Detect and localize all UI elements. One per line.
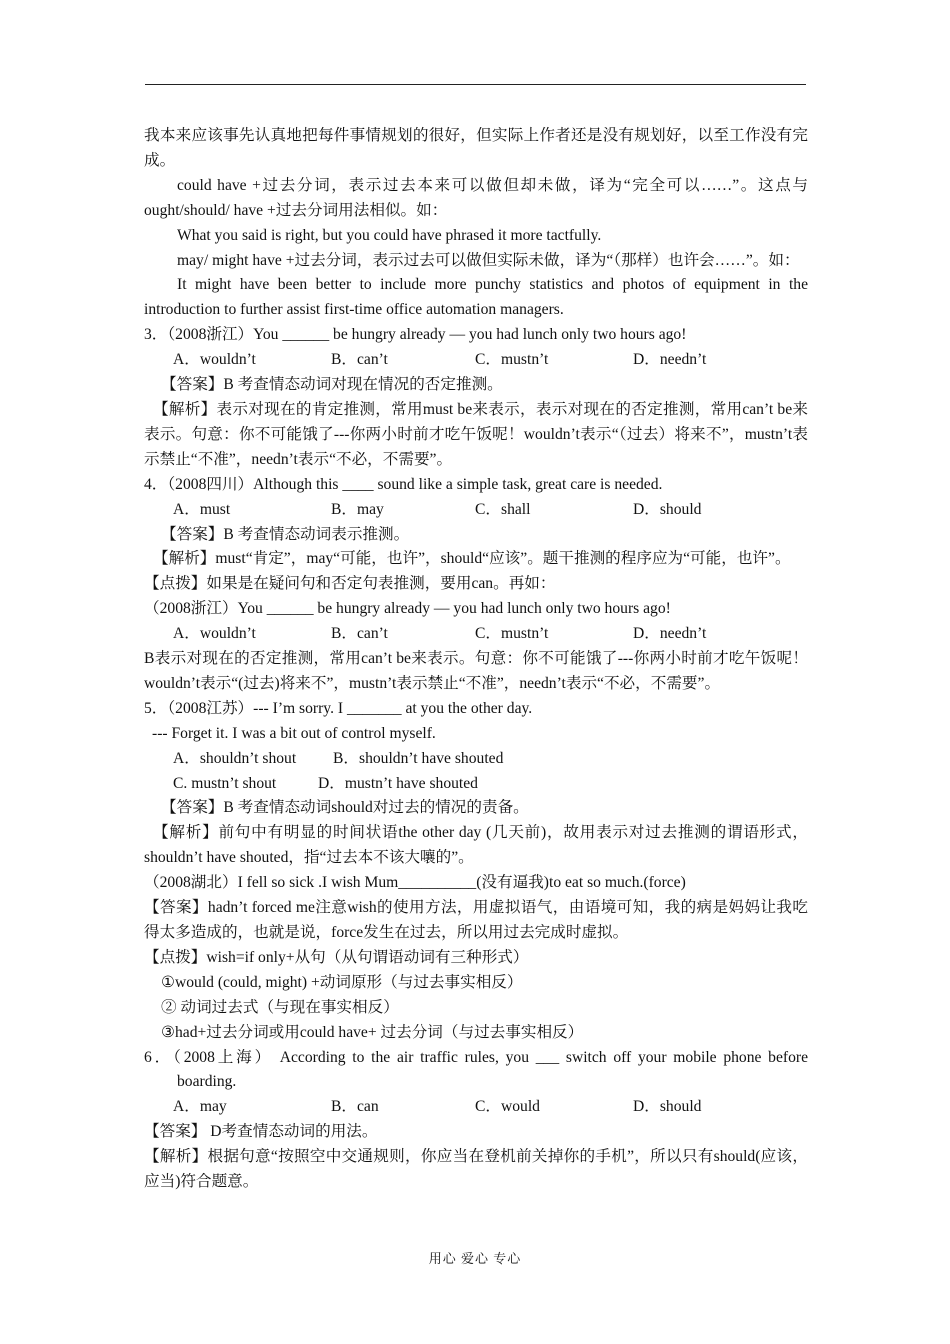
question-6-stem: 6．（2008上海） According to the air traffic rules, you ___ switch off your mobile phone before boarding. [144, 1048, 808, 1091]
option-c: C．mustn’t [475, 625, 549, 643]
wish-form-2: ② 动词过去式（与现在事实相反） [161, 998, 399, 1016]
question-6-analysis: 【解析】根据句意“按照空中交通规则，你应当在登机前关掉你的手机”，所以只有should(应该，应当)符合题意。 [144, 1148, 808, 1191]
document-body [144, 124, 808, 1195]
option-b: B．may [331, 500, 384, 518]
option-b: B．can [331, 1098, 379, 1116]
question-5-extra: （2008湖北）I fell so sick .I wish Mum__________(没有逼我)to eat so much.(force) [144, 874, 686, 892]
example-sentence: It might have been better to include more punchy statistics and photos of equipment in the introduction to further assist first-time office automation managers. [144, 276, 808, 319]
option-b: B．can’t [331, 625, 388, 643]
option-c: C．would [475, 1098, 540, 1116]
question-4-example: （2008浙江）You ______ be hungry already — you had lunch only two hours ago! [144, 600, 671, 618]
paragraph: may/ might have +过去分词，表示过去可以做但实际未做，译为“（那样）也许会……”。如： [177, 251, 800, 269]
option-a: A．wouldn’t [173, 625, 256, 643]
example-sentence: What you said is right, but you could have phrased it more tactfully. [177, 226, 602, 244]
question-4-options [144, 498, 808, 523]
question-5-analysis: 【解析】前句中有明显的时间状语the other day (几天前)，故用表示对过去推测的谓语形式，shouldn’t have shouted，指“过去本不该大嚷的”。 [144, 824, 808, 867]
question-4-analysis: 【解析】must“肯定”，may“可能，也许”，should“应该”。题干推测的程序应为“可能，也许”。 [153, 550, 791, 568]
question-5-tip: 【点拨】wish=if only+从句（从句谓语动词有三种形式） [144, 948, 529, 966]
question-4-example-note: B表示对现在的否定推测，常用can’t be来表示。句意：你不可能饿了---你两小时前才吃午饭呢！wouldn’t表示“(过去)将来不”，mustn’t表示禁止“不准”，needn’t表示“不必，不需要”。 [144, 650, 808, 692]
option-d: D．should [633, 500, 702, 518]
option-a: A．must [173, 500, 231, 518]
question-5-options-row-1 [144, 747, 808, 772]
question-3-stem: 3．（2008浙江）You ______ be hungry already — you had lunch only two hours ago! [144, 326, 687, 344]
header-rule [145, 84, 806, 85]
option-d: D．mustn’t have shouted [318, 774, 478, 792]
question-6-answer: 【答案】 D考查情态动词的用法。 [144, 1123, 378, 1141]
question-4-answer: 【答案】B 考查情态动词表示推测。 [161, 525, 410, 543]
option-a: A．shouldn’t shout [173, 749, 297, 767]
question-5-options-row-2 [144, 772, 808, 797]
question-4-stem: 4．（2008四川）Although this ____ sound like a simple task, great care is needed. [144, 475, 663, 493]
question-5-stem-reply: --- Forget it. I was a bit out of control myself. [152, 724, 436, 742]
question-5-answer: 【答案】B 考查情态动词should对过去的情况的责备。 [161, 799, 529, 817]
question-5-stem: 5．（2008江苏）--- I’m sorry. I _______ at you the other day. [144, 699, 533, 717]
paragraph: 我本来应该事先认真地把每件事情规划的很好，但实际上作者还是没有规划好，以至工作没有完成。 [144, 127, 808, 169]
question-6-options [144, 1095, 808, 1120]
option-b: B．shouldn’t have shouted [333, 749, 504, 767]
question-3-answer: 【答案】B 考查情态动词对现在情况的否定推测。 [161, 376, 503, 394]
wish-form-3: ③had+过去分词或用could have+ 过去分词（与过去事实相反） [161, 1023, 584, 1041]
question-5-extra-answer: 【答案】hadn’t forced me注意wish的使用方法，用虚拟语气，由语境可知，我的病是妈妈让我吃得太多造成的，也就是说，force发生在过去，所以用过去完成时虚拟。 [144, 899, 808, 941]
option-c: C. mustn’t shout [173, 774, 277, 792]
page-footer: 用心 爱心 专心 [428, 1251, 522, 1266]
option-a: A．wouldn’t [173, 351, 256, 369]
option-c: C．shall [475, 500, 531, 518]
question-3-options [144, 348, 808, 373]
question-3-analysis: 【解析】表示对现在的肯定推测，常用must be来表示，表示对现在的否定推测，常用can’t be来表示。句意：你不可能饿了---你两小时前才吃午饭呢！wouldn’t表示“（过去）将来不”，mustn’t表示禁止“不准”，needn’t表示“不必，不需要”。 [144, 400, 808, 468]
option-d: D．needn’t [633, 351, 707, 369]
question-4-tip: 【点拨】如果是在疑问句和否定句表推测，要用can。再如： [144, 575, 556, 593]
option-a: A．may [173, 1098, 227, 1116]
option-c: C．mustn’t [475, 351, 549, 369]
wish-form-1: ①would (could, might) +动词原形（与过去事实相反） [161, 973, 523, 991]
option-d: D．needn’t [633, 625, 707, 643]
paragraph: could have +过去分词，表示过去本来可以做但却未做，译为“完全可以……”。这点与ought/should/ have +过去分词用法相似。如： [144, 176, 808, 219]
question-4-example-options [144, 622, 808, 647]
option-d: D．should [633, 1098, 702, 1116]
option-b: B．can’t [331, 351, 388, 369]
